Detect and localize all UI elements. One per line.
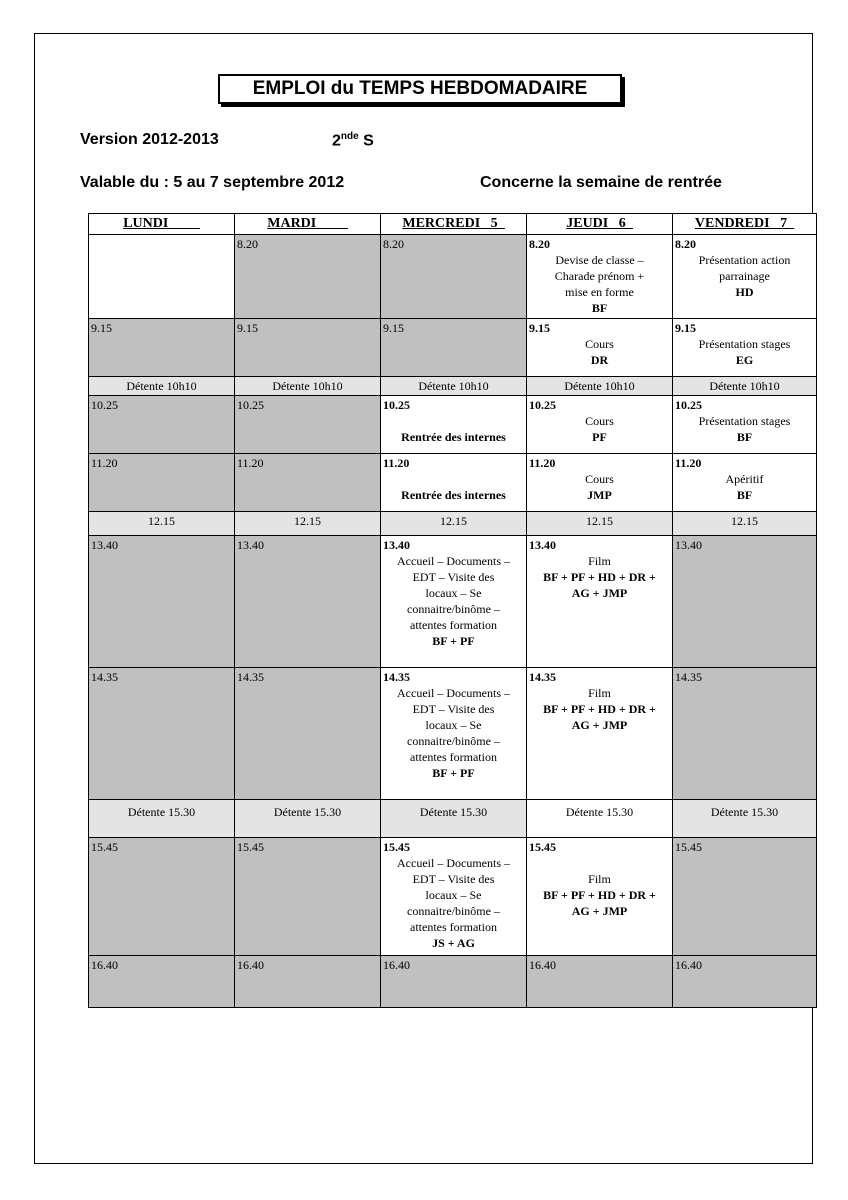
slot-time: 15.45: [383, 840, 410, 854]
slot-time: 9.15: [237, 321, 258, 335]
cell-vendredi-820: [673, 235, 817, 319]
slot-time: 8.20: [675, 237, 696, 251]
cell-lundi-1545: [89, 838, 235, 956]
slot-time: 11.20: [237, 456, 264, 470]
slot-activity: attentes formation: [410, 618, 497, 632]
day-header-lundi: LUNDI _ _ _: [89, 214, 235, 235]
validity-label: Valable du : 5 au 7 septembre 2012: [80, 174, 345, 191]
day-header-mardi: MARDI _ _ _: [235, 214, 381, 235]
slot-teacher: BF + PF: [432, 766, 475, 780]
slot-time: 14.35: [237, 670, 264, 684]
slot-activity: Cours: [585, 337, 614, 351]
cell-lundi-1435: [89, 668, 235, 800]
slot-activity: connaitre/binôme –: [407, 734, 500, 748]
slot-time: 13.40: [529, 538, 556, 552]
slot-teacher: BF + PF + HD + DR +: [543, 570, 656, 584]
cell-lundi-915: [89, 319, 235, 377]
cell-mardi-1545: [235, 838, 381, 956]
lunch-label: 12.15: [673, 512, 817, 536]
slot-activity: Accueil – Documents –: [397, 856, 510, 870]
slot-activity: Cours: [585, 414, 614, 428]
cell-jeudi-820: [527, 235, 673, 319]
version-label: Version 2012-2013: [80, 131, 219, 148]
cell-vendredi-1340: [673, 536, 817, 668]
slot-teacher: EG: [735, 353, 754, 367]
cell-mardi-820: [235, 235, 381, 319]
slot-time: 11.20: [529, 456, 556, 470]
slot-activity: locaux – Se: [425, 888, 482, 902]
cell-mercredi-1340: [381, 536, 527, 668]
concerns-label: Concerne la semaine de rentrée: [480, 174, 722, 191]
break-label: Détente 15.30: [527, 800, 673, 838]
slot-time: 8.20: [237, 237, 258, 251]
slot-time: 15.45: [529, 840, 556, 854]
cell-mercredi-1120: [381, 454, 527, 512]
table-row: [89, 668, 817, 800]
slot-time: 16.40: [675, 958, 702, 972]
table-row: [89, 319, 817, 377]
slot-time: 13.40: [237, 538, 264, 552]
slot-time: 10.25: [675, 398, 702, 412]
cell-jeudi-1435: [527, 668, 673, 800]
slot-time: 8.20: [529, 237, 550, 251]
cell-lundi-1025: [89, 396, 235, 454]
slot-activity: attentes formation: [410, 750, 497, 764]
slot-time: 10.25: [91, 398, 118, 412]
cell-vendredi-1640: [673, 956, 817, 1008]
slot-activity: Accueil – Documents –: [397, 554, 510, 568]
slot-activity: Rentrée des internes: [401, 488, 506, 502]
lunch-label: 12.15: [89, 512, 235, 536]
slot-teacher: AG + JMP: [571, 904, 628, 918]
slot-time: 13.40: [91, 538, 118, 552]
slot-activity: Film: [588, 872, 611, 886]
slot-time: 13.40: [675, 538, 702, 552]
slot-time: 9.15: [383, 321, 404, 335]
lunch-label: 12.15: [235, 512, 381, 536]
slot-activity: Film: [588, 686, 611, 700]
slot-activity: EDT – Visite des: [412, 702, 495, 716]
slot-activity: Cours: [585, 472, 614, 486]
slot-teacher: DR: [590, 353, 609, 367]
break-row: [89, 800, 817, 838]
slot-activity: locaux – Se: [425, 718, 482, 732]
slot-activity: Apéritif: [725, 472, 764, 486]
slot-time: 13.40: [383, 538, 410, 552]
slot-activity: connaitre/binôme –: [407, 602, 500, 616]
day-header-vendredi: VENDREDI _7_: [673, 214, 817, 235]
slot-time: 11.20: [91, 456, 118, 470]
cell-jeudi-1340: [527, 536, 673, 668]
cell-mercredi-1545: [381, 838, 527, 956]
cell-lundi-1120: [89, 454, 235, 512]
break-label: Détente 10h10: [89, 377, 235, 396]
table-row: [89, 956, 817, 1008]
class-sup: nde: [340, 131, 359, 142]
slot-time: 14.35: [529, 670, 556, 684]
cell-mardi-915: [235, 319, 381, 377]
slot-teacher: BF: [591, 301, 608, 315]
break-label: Détente 15.30: [89, 800, 235, 838]
slot-time: 10.25: [529, 398, 556, 412]
lunch-label: 12.15: [381, 512, 527, 536]
slot-activity: mise en forme: [565, 285, 634, 299]
slot-teacher: PF: [592, 430, 607, 444]
slot-time: 11.20: [675, 456, 702, 470]
slot-time: 14.35: [675, 670, 702, 684]
slot-activity: Présentation stages: [698, 414, 791, 428]
break-label: Détente 10h10: [527, 377, 673, 396]
timetable: [88, 213, 817, 1008]
cell-mardi-1640: [235, 956, 381, 1008]
slot-activity: Film: [588, 554, 611, 568]
break-label: Détente 15.30: [235, 800, 381, 838]
cell-lundi-820: [89, 235, 235, 319]
cell-mardi-1120: [235, 454, 381, 512]
class-level: 2: [332, 132, 341, 150]
slot-activity: EDT – Visite des: [412, 570, 495, 584]
slot-time: 9.15: [91, 321, 112, 335]
break-label: Détente 10h10: [673, 377, 817, 396]
cell-vendredi-1435: [673, 668, 817, 800]
slot-teacher: JS + AG: [432, 936, 475, 950]
class-section: S: [363, 132, 374, 150]
cell-mercredi-1025: [381, 396, 527, 454]
slot-teacher: AG + JMP: [571, 718, 628, 732]
slot-time: 9.15: [529, 321, 550, 335]
slot-activity: parrainage: [719, 269, 770, 283]
table-row: [89, 838, 817, 956]
cell-mercredi-915: [381, 319, 527, 377]
cell-jeudi-1120: [527, 454, 673, 512]
break-label: Détente 15.30: [381, 800, 527, 838]
table-row: [89, 536, 817, 668]
slot-activity: Accueil – Documents –: [397, 686, 510, 700]
table-row: [89, 235, 817, 319]
slot-time: 16.40: [237, 958, 264, 972]
slot-teacher: AG + JMP: [571, 586, 628, 600]
slot-time: 15.45: [237, 840, 264, 854]
slot-activity: EDT – Visite des: [412, 872, 495, 886]
slot-activity: Devise de classe –: [555, 253, 644, 267]
cell-jeudi-1545: [527, 838, 673, 956]
slot-teacher: BF: [736, 430, 753, 444]
slot-time: 9.15: [675, 321, 696, 335]
cell-mercredi-1640: [381, 956, 527, 1008]
slot-time: 16.40: [383, 958, 410, 972]
table-row: [89, 396, 817, 454]
cell-vendredi-915: [673, 319, 817, 377]
cell-lundi-1340: [89, 536, 235, 668]
slot-activity: Rentrée des internes: [401, 430, 506, 444]
break-label: Détente 10h10: [381, 377, 527, 396]
slot-teacher: BF + PF + HD + DR +: [543, 702, 656, 716]
cell-mardi-1340: [235, 536, 381, 668]
cell-jeudi-1025: [527, 396, 673, 454]
slot-teacher: BF + PF + HD + DR +: [543, 888, 656, 902]
slot-activity: connaitre/binôme –: [407, 904, 500, 918]
slot-time: 8.20: [383, 237, 404, 251]
slot-time: 11.20: [383, 456, 410, 470]
slot-time: 10.25: [237, 398, 264, 412]
class-label: [332, 131, 374, 150]
cell-mardi-1025: [235, 396, 381, 454]
cell-lundi-1640: [89, 956, 235, 1008]
page-title: EMPLOI du TEMPS HEBDOMADAIRE: [218, 74, 622, 104]
day-header-mercredi: MERCREDI _5_: [381, 214, 527, 235]
slot-teacher: BF + PF: [432, 634, 475, 648]
slot-activity: Charade prénom +: [554, 269, 645, 283]
slot-time: 14.35: [91, 670, 118, 684]
slot-activity: locaux – Se: [425, 586, 482, 600]
slot-time: 15.45: [675, 840, 702, 854]
slot-teacher: HD: [735, 285, 754, 299]
cell-vendredi-1025: [673, 396, 817, 454]
cell-jeudi-1640: [527, 956, 673, 1008]
lunch-row: [89, 512, 817, 536]
break-label: Détente 15.30: [673, 800, 817, 838]
cell-vendredi-1120: [673, 454, 817, 512]
slot-time: 15.45: [91, 840, 118, 854]
slot-time: 10.25: [383, 398, 410, 412]
slot-activity: Présentation stages: [698, 337, 791, 351]
cell-mercredi-1435: [381, 668, 527, 800]
cell-mercredi-820: [381, 235, 527, 319]
slot-teacher: BF: [736, 488, 753, 502]
slot-time: 16.40: [91, 958, 118, 972]
cell-vendredi-1545: [673, 838, 817, 956]
slot-teacher: JMP: [587, 488, 612, 502]
break-row: [89, 377, 817, 396]
header-row: [89, 214, 817, 235]
slot-activity: Présentation action: [698, 253, 791, 267]
cell-jeudi-915: [527, 319, 673, 377]
day-header-jeudi: JEUDI _6_: [527, 214, 673, 235]
slot-time: 14.35: [383, 670, 410, 684]
cell-mardi-1435: [235, 668, 381, 800]
table-row: [89, 454, 817, 512]
lunch-label: 12.15: [527, 512, 673, 536]
break-label: Détente 10h10: [235, 377, 381, 396]
slot-time: 16.40: [529, 958, 556, 972]
slot-activity: attentes formation: [410, 920, 497, 934]
